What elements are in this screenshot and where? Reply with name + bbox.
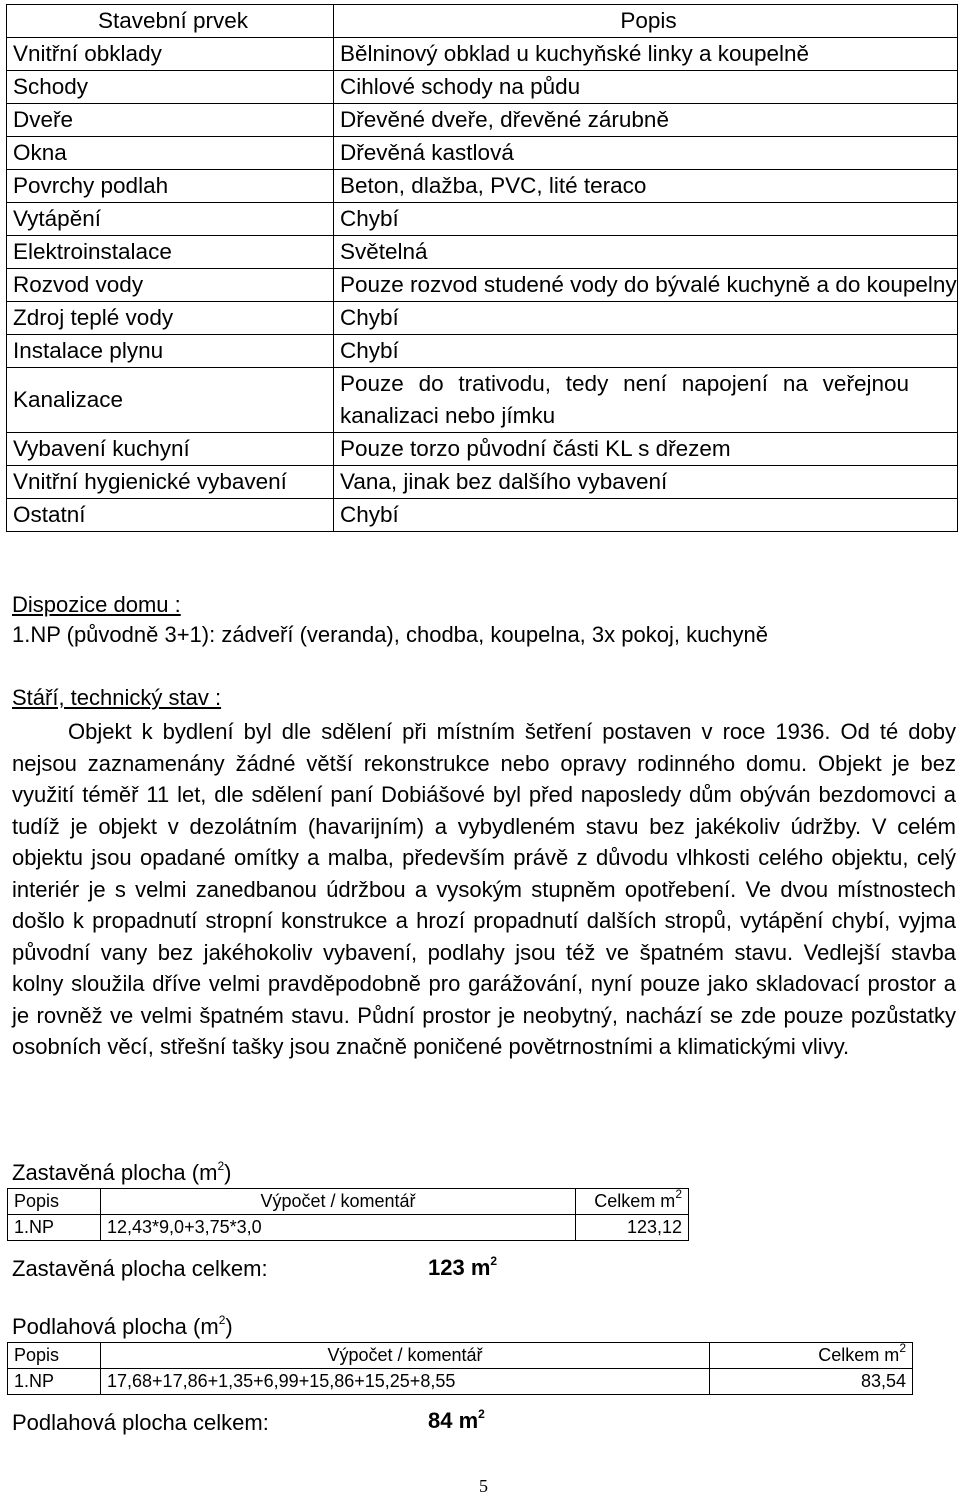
- table-row: [8, 1369, 913, 1395]
- dispozice-heading: Dispozice domu :: [12, 592, 181, 617]
- description-cell: Beton, dlažba, PVC, lité teraco: [334, 170, 958, 203]
- table-header-row: [8, 1189, 689, 1215]
- element-cell: Okna: [7, 137, 334, 170]
- element-cell: Instalace plynu: [7, 335, 334, 368]
- podlahova-total-label: Podlahová plocha celkem:: [12, 1410, 269, 1435]
- row-label: 1.NP: [8, 1215, 101, 1241]
- header-cell: Výpočet / komentář: [101, 1189, 576, 1215]
- element-cell: Ostatní: [7, 499, 334, 532]
- element-cell: Schody: [7, 71, 334, 104]
- total-value-text: 84 m: [428, 1408, 479, 1433]
- table-row: [8, 1215, 689, 1241]
- zastavena-table: [7, 1188, 689, 1241]
- header-cell: Stavební prvek: [7, 5, 334, 38]
- element-cell: Vybavení kuchyní: [7, 433, 334, 466]
- total-value-sup: 2: [478, 1406, 485, 1421]
- row-label: 1.NP: [8, 1369, 101, 1395]
- podlahova-table: [7, 1342, 913, 1395]
- stav-text: Objekt k bydlení byl dle sdělení při místním šetření postaven v roce 1936. Od té doby nejsou zaznamenány žádné větší rekonstrukce nebo opravy rodinného domu. Objekt je bez využití téměř 11 let, dle sdělení paní Dobiášové byl před naposledy dům obýván bezdomovci a tudíž je objekt v dezolátním (havarijním) a vybydleném stavu bez jakékoliv údržby. V celém objektu jsou opadané omítky a malba, především právě z důvodu vlhkosti celého objektu, celý interiér je s velmi zanedbanou údržbou a vysokým stupněm opotřebení. Ve dvou místnostech došlo k propadnutí stropní konstrukce a hrozí propadnutí dalších stropů, vytápění chybí, vyjma původní vany bez jakéhokoliv vybavení, podlahy jsou též ve špatném stavu. Vedlejší stavba kolny sloužila dříve velmi pravděpodobně pro garážování, nyní pouze jako skladovací prostor a je rovněž ve velmi špatném stavu. Půdní prostor je neobytný, nachází se zde pouze pozůstatky osobních věcí, střešní tašky jsou značně poničené povětrnostními a klimatickými vlivy.: [12, 719, 956, 1059]
- header-cell-text: Celkem m: [818, 1345, 900, 1365]
- row-calc: 17,68+17,86+1,35+6,99+15,86+15,25+8,55: [101, 1369, 710, 1395]
- header-cell-sup: 2: [675, 1187, 682, 1201]
- page-number: 5: [479, 1476, 488, 1496]
- stav-paragraph: [12, 716, 956, 1063]
- element-cell: Rozvod vody: [7, 269, 334, 302]
- description-cell: Pouze do trativodu, tedy není napojení na veřejnou kanalizaci nebo jímku: [334, 368, 958, 433]
- description-cell: Světelná: [334, 236, 958, 269]
- stav-heading: Stáří, technický stav :: [12, 685, 222, 710]
- podlahova-heading-end: ): [225, 1314, 233, 1339]
- podlahova-total-value: [428, 1408, 485, 1434]
- description-cell: Chybí: [334, 302, 958, 335]
- element-cell: Povrchy podlah: [7, 170, 334, 203]
- row-calc: 12,43*9,0+3,75*3,0: [101, 1215, 576, 1241]
- table-row: [7, 499, 958, 532]
- header-cell: [576, 1189, 689, 1215]
- table-row: [7, 203, 958, 236]
- header-cell: Popis: [334, 5, 958, 38]
- description-cell: Bělninový obklad u kuchyňské linky a koupelně: [334, 38, 958, 71]
- table-row: [7, 269, 958, 302]
- zastavena-total-value: [428, 1255, 497, 1281]
- description-cell: Chybí: [334, 203, 958, 236]
- element-cell: Dveře: [7, 104, 334, 137]
- zastavena-heading-text: Zastavěná plocha (m: [12, 1160, 218, 1185]
- description-cell: Dřevěná kastlová: [334, 137, 958, 170]
- table-row: [7, 302, 958, 335]
- table-row: [7, 104, 958, 137]
- zastavena-total-label: Zastavěná plocha celkem:: [12, 1256, 268, 1281]
- table-row: [7, 137, 958, 170]
- header-cell-text: Celkem m: [594, 1191, 676, 1211]
- building-elements-table: [6, 4, 958, 532]
- element-cell: Vytápění: [7, 203, 334, 236]
- header-cell: Popis: [8, 1189, 101, 1215]
- header-cell: [710, 1343, 913, 1369]
- element-cell: Kanalizace: [7, 368, 334, 433]
- description-cell: Pouze torzo původní části KL s dřezem: [334, 433, 958, 466]
- description-cell: Chybí: [334, 335, 958, 368]
- table-row: [7, 170, 958, 203]
- table-row: [7, 466, 958, 499]
- element-cell: Vnitřní hygienické vybavení: [7, 466, 334, 499]
- total-value-text: 123 m: [428, 1255, 491, 1280]
- zastavena-heading-sup: 2: [217, 1158, 225, 1173]
- description-cell: Cihlové schody na půdu: [334, 71, 958, 104]
- podlahova-heading: [12, 1314, 233, 1340]
- table-row: [7, 335, 958, 368]
- element-cell: Elektroinstalace: [7, 236, 334, 269]
- table-row: [7, 368, 958, 433]
- row-total: 123,12: [576, 1215, 689, 1241]
- description-cell: Vana, jinak bez dalšího vybavení: [334, 466, 958, 499]
- header-cell: Výpočet / komentář: [101, 1343, 710, 1369]
- row-total: 83,54: [710, 1369, 913, 1395]
- zastavena-heading-end: ): [224, 1160, 232, 1185]
- table-row: [7, 38, 958, 71]
- element-cell: Vnitřní obklady: [7, 38, 334, 71]
- header-cell-sup: 2: [899, 1341, 906, 1355]
- dispozice-text: 1.NP (původně 3+1): zádveří (veranda), chodba, koupelna, 3x pokoj, kuchyně: [12, 622, 769, 647]
- zastavena-heading: [12, 1160, 231, 1186]
- table-header-row: [8, 1343, 913, 1369]
- description-cell: Chybí: [334, 499, 958, 532]
- element-cell: Zdroj teplé vody: [7, 302, 334, 335]
- table-header-row: [7, 5, 958, 38]
- description-cell: Pouze rozvod studené vody do bývalé kuchyně a do koupelny: [334, 269, 958, 302]
- header-cell: Popis: [8, 1343, 101, 1369]
- podlahova-heading-sup: 2: [218, 1312, 226, 1327]
- table-row: [7, 433, 958, 466]
- description-cell: Dřevěné dveře, dřevěné zárubně: [334, 104, 958, 137]
- table-row: [7, 71, 958, 104]
- podlahova-heading-text: Podlahová plocha (m: [12, 1314, 219, 1339]
- table-row: [7, 236, 958, 269]
- total-value-sup: 2: [490, 1253, 498, 1268]
